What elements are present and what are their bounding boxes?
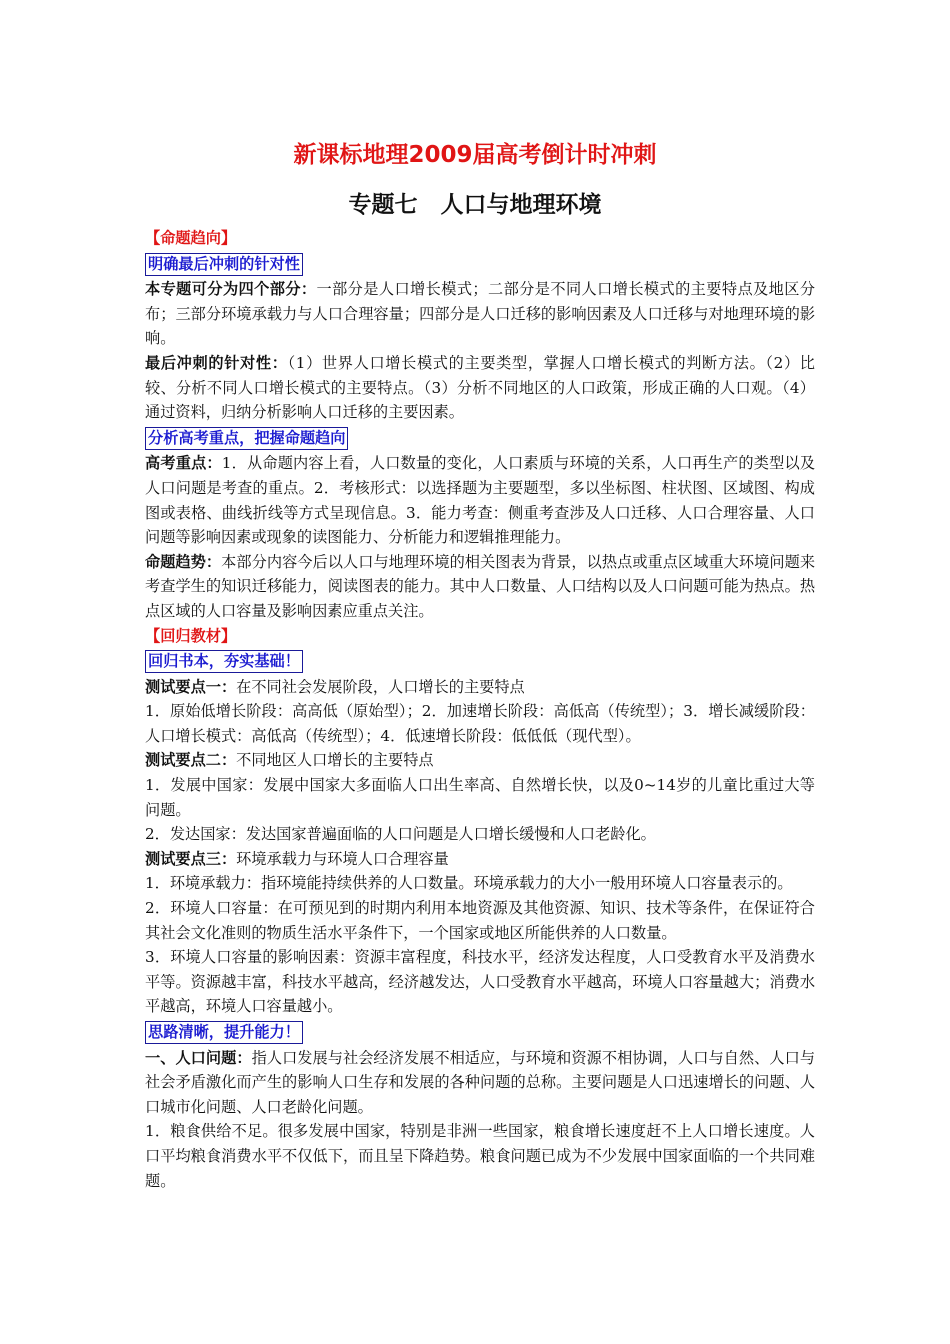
label-point-3: 测试要点三：	[145, 849, 237, 868]
text-point-2: 不同地区人口增长的主要特点	[236, 751, 434, 770]
boxed-heading-basics: 回归书本，夯实基础！	[145, 650, 303, 673]
text-exam-focus: 1．从命题内容上看，人口数量的变化，人口素质与环境的关系，人口再生产的类型以及人口问题是考查的重点。2．考核形式：以选择题为主要题型，多以坐标图、柱状图、区域图、构成图或表格、曲线折线等方式呈现信息。3．能力考查：侧重考查涉及人口迁移、人口合理容量、人口问题等影响因素或现象的读图能力、分析能力和逻辑推理能力。	[145, 454, 816, 547]
paragraph-exam-focus	[145, 451, 815, 549]
label-point-1: 测试要点一：	[145, 677, 237, 696]
paragraph-trend	[145, 550, 815, 624]
text-population-problems: 指人口发展与社会经济发展不相适应，与环境和资源不相协调，人口与自然、人口与社会矛盾激化而产生的影响人口生存和发展的各种问题的总称。主要问题是人口迅速增长的问题、人口城市化问题、人口老龄化问题。	[145, 1048, 816, 1116]
label-point-2: 测试要点二：	[145, 751, 237, 770]
label-exam-focus: 高考重点：	[145, 454, 222, 473]
boxed-heading-ability: 思路清晰，提升能力！	[145, 1021, 303, 1044]
text-point-3: 环境承载力与环境人口合理容量	[236, 849, 449, 868]
paragraph-targets	[145, 351, 815, 425]
text-parts: 一部分是人口增长模式；二部分是不同人口增长模式的主要特点及地区分布；三部分环境承载力与人口合理容量；四部分是人口迁移的影响因素及人口迁移与对地理环境的影响。	[145, 280, 816, 348]
paragraph-point-3-detail-2: 2．环境人口容量：在可预见到的时期内利用本地资源及其他资源、知识、技术等条件，在保证符合其社会文化准则的物质生活水平条件下，一个国家或地区所能供养的人口数量。	[145, 899, 815, 942]
paragraph-point-1	[145, 675, 815, 700]
paragraph-population-problems	[145, 1046, 815, 1120]
text-point-1: 在不同社会发展阶段，人口增长的主要特点	[236, 677, 525, 696]
text-targets: （1）世界人口增长模式的主要类型，掌握人口增长模式的判断方法。（2）比较、分析不同人口增长模式的主要特点。（3）分析不同地区的人口政策，形成正确的人口观。（4）通过资料，归纳分析影响人口迁移的主要因素。	[145, 353, 815, 422]
document-subtitle: 专题七 人口与地理环境	[348, 192, 602, 218]
section-header-textbook: 【回归教材】	[145, 626, 237, 645]
paragraph-point-1-detail: 1．原始低增长阶段：高高低（原始型）；2．加速增长阶段：高低高（传统型）；3．增长减缓阶段：人口增长模式：高低高（传统型）；4．低速增长阶段：低低低（现代型）。	[145, 702, 815, 745]
label-parts: 本专题可分为四个部分：	[145, 280, 317, 299]
paragraph-point-3-detail-3: 3．环境人口容量的影响因素：资源丰富程度，科技水平，经济发达程度，人口受教育水平及消费水平等。资源越丰富，科技水平越高，经济越发达，人口受教育水平越高，环境人口容量越大；消费水平越高，环境人口容量越小。	[145, 948, 815, 1016]
label-targets: 最后冲刺的针对性：	[145, 353, 288, 372]
paragraph-point-3	[145, 847, 815, 872]
text-trend: 本部分内容今后以人口与地理环境的相关图表为背景，以热点或重点区域重大环境问题来考查学生的知识迁移能力，阅读图表的能力。其中人口数量、人口结构以及人口问题可能为热点。热点区域的人口容量及影响因素应重点关注。	[145, 552, 816, 620]
boxed-heading-analysis: 分析高考重点，把握命题趋向	[145, 427, 348, 450]
document-title: 新课标地理2009届高考倒计时冲刺	[293, 142, 657, 168]
section-header-trends: 【命题趋向】	[145, 229, 237, 247]
paragraph-point-3-detail-1: 1．环境承载力：指环境能持续供养的人口数量。环境承载力的大小一般用环境人口容量表示的。	[145, 874, 793, 893]
paragraph-parts	[145, 277, 815, 351]
paragraph-point-2-detail-2: 2．发达国家：发达国家普遍面临的人口问题是人口增长缓慢和人口老龄化。	[145, 825, 656, 844]
paragraph-food-shortage: 1．粮食供给不足。很多发展中国家，特别是非洲一些国家，粮食增长速度赶不上人口增长速度。人口平均粮食消费水平不仅低下，而且呈下降趋势。粮食问题已成为不少发展中国家面临的一个共同难题。	[145, 1122, 815, 1190]
paragraph-point-2-detail-1: 1．发展中国家：发展中国家大多面临人口出生率高、自然增长快，以及0~14岁的儿童比重过大等问题。	[145, 776, 815, 819]
label-trend: 命题趋势：	[145, 552, 222, 571]
document-body	[145, 226, 815, 1193]
label-population-problems: 一、人口问题：	[145, 1048, 252, 1067]
paragraph-point-2	[145, 748, 815, 773]
boxed-heading-focus: 明确最后冲刺的针对性	[145, 253, 303, 276]
